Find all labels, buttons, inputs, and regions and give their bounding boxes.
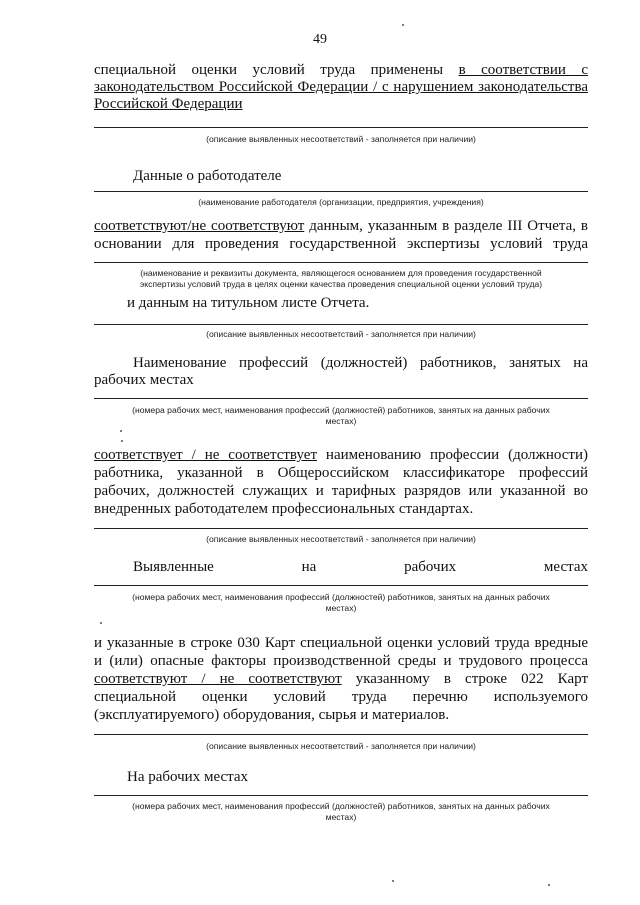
paragraph-line xyxy=(94,671,588,688)
fill-in-line xyxy=(94,734,588,735)
field-caption: (наименование работодателя (организации, предприятия, учреждения) xyxy=(198,197,484,207)
underlined-option: соответствует / не соответствует xyxy=(94,447,317,463)
text: наименованию профессии (должности) xyxy=(325,447,589,463)
fill-in-line xyxy=(94,398,588,399)
field-caption: местах) xyxy=(325,812,357,822)
field-caption: (номера рабочих мест, наименования профессий (должностей) работников, занятых на данных рабочих xyxy=(132,405,550,415)
field-caption: экспертизы условий труда в целях оценки качества проведения специальной оценки условий труда) xyxy=(139,279,543,289)
field-caption: местах) xyxy=(325,603,357,613)
paragraph-line xyxy=(94,96,588,113)
paragraph-line xyxy=(94,62,588,79)
paragraph-line: специальной оценки условий труда перечню используемого xyxy=(94,689,588,705)
paragraph-line: (эксплуатируемого) оборудования, сырья и материалов. xyxy=(94,707,450,723)
scan-speck xyxy=(100,622,102,624)
field-caption: местах) xyxy=(325,416,357,426)
paragraph-line xyxy=(94,447,588,464)
scan-speck xyxy=(402,24,404,26)
fill-in-line xyxy=(94,528,588,529)
field-caption: (наименование и реквизиты документа, являющегося основанием для проведения государственной xyxy=(140,268,542,278)
word: на xyxy=(301,559,317,575)
scan-speck xyxy=(120,430,122,432)
scan-speck xyxy=(121,440,123,442)
paragraph-line: и указанные в строке 030 Карт специальной оценки условий труда вредные xyxy=(94,635,588,651)
field-caption: (описание выявленных несоответствий - заполняется при наличии) xyxy=(206,534,476,544)
paragraph-line: и данным на титульном листе Отчета. xyxy=(127,295,370,311)
field-caption: (описание выявленных несоответствий - заполняется при наличии) xyxy=(206,329,476,339)
fill-in-line xyxy=(94,127,588,128)
word: местах xyxy=(543,559,588,575)
paragraph-line: и (или) опасные факторы производственной среды и трудового процесса xyxy=(94,653,588,669)
paragraph-line: внедренных работодателем профессиональных стандартах. xyxy=(94,501,474,517)
underlined-option: соответствуют/не соответствуют xyxy=(94,218,305,234)
text: указанному в строке 022 Карт xyxy=(355,671,589,687)
fill-in-line xyxy=(94,585,588,586)
paragraph-line: основании для проведения государственной экспертизы условий труда xyxy=(94,236,588,252)
field-caption: (описание выявленных несоответствий - заполняется при наличии) xyxy=(206,741,476,751)
paragraph-line: работника, указанной в Общероссийском классификаторе профессий xyxy=(94,465,588,481)
paragraph-line: рабочих местах xyxy=(94,372,194,388)
field-caption: (номера рабочих мест, наименования профессий (должностей) работников, занятых на данных рабочих xyxy=(132,592,550,602)
underlined-option: Российской Федерации xyxy=(94,96,243,112)
field-caption: (номера рабочих мест, наименования профессий (должностей) работников, занятых на данных рабочих xyxy=(132,801,550,811)
fill-in-line xyxy=(94,262,588,263)
text: специальной оценки условий труда применены xyxy=(94,62,444,78)
page-number: 49 xyxy=(313,32,327,47)
section-heading: На рабочих местах xyxy=(127,769,249,785)
field-caption: (описание выявленных несоответствий - заполняется при наличии) xyxy=(206,134,476,144)
paragraph-line: рабочих, должностей служащих и тарифных разрядов или указанной во xyxy=(94,483,588,499)
scan-speck xyxy=(392,880,394,882)
paragraph-line xyxy=(94,79,588,96)
text: данным, указанным в разделе III Отчета, в xyxy=(309,218,589,234)
fill-in-line xyxy=(94,795,588,796)
word: рабочих xyxy=(404,559,457,575)
fill-in-line xyxy=(94,191,588,192)
section-heading: Данные о работодателе xyxy=(133,168,282,184)
underlined-option: в соответствии с xyxy=(458,62,588,78)
paragraph-line xyxy=(94,218,588,235)
underlined-option: соответствуют / не соответствуют xyxy=(94,671,342,687)
underlined-option: законодательством Российской Федерации / с нарушением законодательства xyxy=(94,79,588,95)
scan-speck xyxy=(548,884,550,886)
paragraph-line: Наименование профессий (должностей) работников, занятых на xyxy=(133,355,588,371)
word: Выявленные xyxy=(133,559,214,575)
paragraph-line xyxy=(133,559,588,576)
fill-in-line xyxy=(94,324,588,325)
